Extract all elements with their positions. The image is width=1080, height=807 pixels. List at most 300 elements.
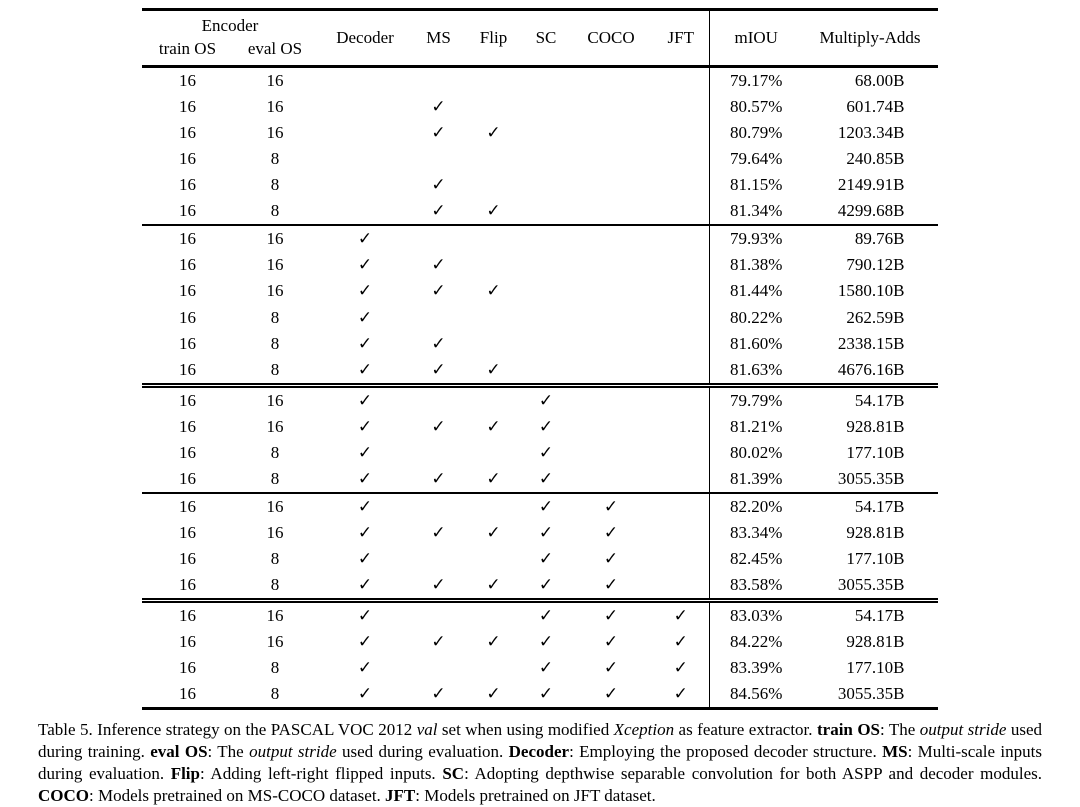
column-header-multiply-adds: Multiply-Adds — [803, 10, 938, 67]
checkmark-icon-decoder: ✓ — [357, 468, 373, 488]
column-header-decoder: Decoder — [318, 10, 413, 67]
cell-coco — [570, 120, 653, 146]
column-header-encoder: Encoder — [201, 16, 259, 35]
cell-flip — [465, 440, 523, 466]
table-row — [142, 546, 937, 572]
cell-jft — [653, 385, 710, 414]
cell-eval_os: 8 — [270, 442, 280, 462]
cell-madds: 790.12B — [846, 255, 905, 275]
cell-eval_os: 16 — [266, 416, 284, 436]
cell-jft — [653, 94, 710, 120]
header-row-top — [142, 10, 937, 37]
caption-term: train OS — [816, 720, 881, 740]
cell-coco — [570, 67, 653, 95]
cell-miou: 81.60% — [710, 331, 803, 357]
cell-train_os: 16 — [178, 684, 196, 704]
cell-madds: 177.10B — [846, 548, 905, 568]
caption-italic-text: Xception — [613, 720, 675, 740]
cell-eval_os: 8 — [270, 333, 280, 353]
table-row — [142, 440, 937, 466]
cell-flip — [465, 493, 523, 520]
column-header-coco: COCO — [570, 10, 653, 67]
table-row — [142, 601, 937, 630]
cell-eval_os: 16 — [266, 123, 284, 143]
column-header-flip: Flip — [465, 10, 523, 67]
cell-train_os: 16 — [178, 359, 196, 379]
cell-coco — [570, 440, 653, 466]
cell-madds: 240.85B — [846, 149, 905, 169]
cell-ms — [413, 546, 465, 572]
cell-sc — [523, 331, 570, 357]
cell-miou: 84.56% — [710, 681, 803, 709]
table-row — [142, 520, 937, 546]
cell-eval_os: 16 — [266, 281, 284, 301]
cell-sc — [523, 198, 570, 225]
checkmark-icon-coco: ✓ — [603, 522, 619, 542]
cell-jft — [653, 120, 710, 146]
cell-jft — [653, 146, 710, 172]
checkmark-icon-flip: ✓ — [486, 522, 501, 542]
cell-train_os: 16 — [142, 493, 232, 520]
cell-jft — [653, 172, 710, 198]
cell-train_os: 16 — [178, 307, 196, 327]
cell-miou: 79.93% — [710, 225, 803, 252]
checkmark-icon-sc: ✓ — [538, 548, 554, 568]
checkmark-icon-decoder: ✓ — [357, 307, 373, 327]
cell-ms — [413, 305, 465, 331]
cell-miou: 81.34% — [710, 198, 803, 225]
cell-flip — [465, 67, 523, 95]
cell-train_os: 16 — [178, 255, 196, 275]
cell-madds: 177.10B — [846, 658, 905, 678]
cell-madds: 54.17B — [803, 493, 938, 520]
cell-decoder — [318, 146, 413, 172]
checkmark-icon-decoder: ✓ — [318, 493, 413, 520]
cell-flip — [465, 546, 523, 572]
cell-eval_os: 8 — [270, 201, 280, 221]
cell-decoder — [318, 94, 413, 120]
caption-text: : Models pretrained on JFT dataset. — [415, 786, 656, 806]
checkmark-icon-ms: ✓ — [431, 123, 446, 143]
cell-jft — [653, 466, 710, 493]
cell-coco — [570, 198, 653, 225]
cell-ms — [413, 655, 465, 681]
checkmark-icon-ms: ✓ — [431, 281, 446, 301]
table-row — [142, 305, 937, 331]
cell-madds: 54.17B — [803, 601, 938, 630]
checkmark-icon-sc: ✓ — [538, 416, 554, 436]
caption-italic-text: output stride — [249, 742, 337, 762]
cell-eval_os: 8 — [270, 359, 280, 379]
cell-eval_os: 8 — [270, 548, 280, 568]
cell-eval_os: 16 — [232, 493, 317, 520]
cell-madds: 4299.68B — [837, 201, 905, 221]
cell-decoder — [318, 67, 413, 95]
checkmark-icon-ms: ✓ — [431, 255, 446, 275]
column-header-miou: mIOU — [710, 10, 803, 67]
checkmark-icon-flip: ✓ — [486, 684, 501, 704]
cell-train_os: 16 — [178, 71, 196, 91]
cell-madds: 177.10B — [846, 442, 905, 462]
cell-train_os: 16 — [178, 442, 196, 462]
table-row — [142, 493, 937, 520]
caption-text: set when using modified — [437, 720, 614, 740]
cell-coco — [570, 331, 653, 357]
results-table — [142, 8, 937, 710]
cell-madds: 4676.16B — [837, 359, 905, 379]
checkmark-icon-sc: ✓ — [523, 385, 570, 414]
table-row — [142, 225, 937, 252]
checkmark-icon-flip: ✓ — [486, 123, 501, 143]
cell-eval_os: 8 — [270, 307, 280, 327]
cell-sc — [523, 225, 570, 252]
checkmark-icon-sc: ✓ — [538, 632, 554, 652]
table-row — [142, 357, 937, 386]
cell-jft — [653, 414, 710, 440]
cell-eval_os: 8 — [270, 574, 280, 594]
column-header-eval-os: eval OS — [232, 36, 317, 67]
checkmark-icon-coco: ✓ — [570, 601, 653, 630]
cell-sc — [523, 120, 570, 146]
cell-miou: 79.79% — [710, 385, 803, 414]
cell-jft — [653, 520, 710, 546]
cell-train_os: 16 — [178, 522, 196, 542]
cell-madds: 3055.35B — [837, 468, 905, 488]
cell-ms — [413, 225, 465, 252]
checkmark-icon-jft: ✓ — [673, 632, 688, 652]
checkmark-icon-jft: ✓ — [673, 658, 688, 678]
column-header-train-os: train OS — [142, 36, 232, 67]
cell-flip — [465, 305, 523, 331]
checkmark-icon-sc: ✓ — [538, 574, 554, 594]
cell-jft — [653, 357, 710, 386]
caption-text: : The — [207, 742, 250, 762]
cell-eval_os: 16 — [266, 255, 284, 275]
cell-train_os: 16 — [178, 97, 196, 117]
table-row — [142, 198, 937, 225]
cell-miou: 83.34% — [710, 520, 803, 546]
checkmark-icon-flip: ✓ — [486, 632, 501, 652]
checkmark-icon-ms: ✓ — [431, 359, 446, 379]
checkmark-icon-ms: ✓ — [431, 574, 446, 594]
cell-jft — [653, 305, 710, 331]
checkmark-icon-sc: ✓ — [538, 684, 554, 704]
cell-miou: 81.63% — [710, 357, 803, 386]
cell-madds: 2338.15B — [837, 333, 905, 353]
cell-madds: 262.59B — [846, 307, 905, 327]
cell-flip — [465, 172, 523, 198]
checkmark-icon-decoder: ✓ — [357, 281, 373, 301]
table-row — [142, 120, 937, 146]
caption-italic-text: output stride — [919, 720, 1007, 740]
cell-train_os: 16 — [178, 201, 196, 221]
cell-miou: 81.15% — [710, 172, 803, 198]
cell-jft — [653, 546, 710, 572]
cell-train_os: 16 — [178, 333, 196, 353]
cell-eval_os: 8 — [270, 684, 280, 704]
caption-term: COCO — [38, 786, 89, 806]
checkmark-icon-jft: ✓ — [653, 601, 710, 630]
cell-eval_os: 8 — [270, 658, 280, 678]
checkmark-icon-flip: ✓ — [486, 468, 501, 488]
cell-madds: 928.81B — [846, 632, 905, 652]
table-row — [142, 681, 937, 709]
checkmark-icon-coco: ✓ — [570, 493, 653, 520]
checkmark-icon-flip: ✓ — [486, 359, 501, 379]
cell-train_os: 16 — [178, 468, 196, 488]
caption-text: : Employing the proposed decoder structure. — [569, 742, 883, 762]
cell-miou: 81.44% — [710, 278, 803, 304]
cell-jft — [653, 493, 710, 520]
cell-madds: 2149.91B — [837, 175, 905, 195]
cell-sc — [523, 172, 570, 198]
table-row — [142, 655, 937, 681]
checkmark-icon-ms: ✓ — [431, 201, 446, 221]
checkmark-icon-decoder: ✓ — [357, 442, 373, 462]
cell-coco — [570, 225, 653, 252]
caption-text: as feature extractor. — [674, 720, 817, 740]
cell-jft — [653, 572, 710, 601]
checkmark-icon-ms: ✓ — [431, 632, 446, 652]
cell-eval_os: 8 — [270, 175, 280, 195]
cell-jft — [653, 278, 710, 304]
cell-ms — [413, 385, 465, 414]
cell-madds: 1203.34B — [837, 123, 905, 143]
caption-term: JFT — [385, 786, 416, 806]
cell-coco — [570, 305, 653, 331]
checkmark-icon-ms: ✓ — [431, 468, 446, 488]
cell-train_os: 16 — [178, 574, 196, 594]
cell-train_os: 16 — [142, 385, 232, 414]
checkmark-icon-decoder: ✓ — [357, 548, 373, 568]
checkmark-icon-decoder: ✓ — [318, 601, 413, 630]
checkmark-icon-sc: ✓ — [538, 442, 554, 462]
cell-flip — [465, 146, 523, 172]
cell-madds: 89.76B — [803, 225, 938, 252]
table-row — [142, 385, 937, 414]
cell-jft — [653, 252, 710, 278]
cell-ms — [413, 146, 465, 172]
cell-miou: 83.39% — [710, 655, 803, 681]
cell-miou: 81.39% — [710, 466, 803, 493]
cell-sc — [523, 67, 570, 95]
table-row — [142, 278, 937, 304]
column-header-jft: JFT — [653, 10, 710, 67]
cell-coco — [570, 146, 653, 172]
column-header-sc: SC — [523, 10, 570, 67]
checkmark-icon-decoder: ✓ — [357, 658, 373, 678]
table-row — [142, 146, 937, 172]
cell-train_os: 16 — [178, 416, 196, 436]
caption-term: SC — [442, 764, 465, 784]
cell-miou: 82.45% — [710, 546, 803, 572]
cell-train_os: 16 — [142, 601, 232, 630]
cell-flip — [465, 655, 523, 681]
checkmark-icon-sc: ✓ — [538, 658, 554, 678]
cell-jft — [653, 440, 710, 466]
cell-miou: 84.22% — [710, 629, 803, 655]
checkmark-icon-flip: ✓ — [486, 416, 501, 436]
checkmark-icon-jft: ✓ — [673, 684, 688, 704]
caption-text: : Models pretrained on MS-COCO dataset. — [89, 786, 386, 806]
checkmark-icon-ms: ✓ — [431, 522, 446, 542]
results-table-body — [142, 67, 937, 709]
cell-jft — [653, 67, 710, 95]
table-row — [142, 94, 937, 120]
cell-train_os: 16 — [178, 149, 196, 169]
checkmark-icon-ms: ✓ — [431, 416, 446, 436]
cell-ms — [413, 493, 465, 520]
table-row — [142, 67, 937, 95]
cell-flip — [465, 225, 523, 252]
checkmark-icon-ms: ✓ — [431, 97, 446, 117]
caption-text: : The — [880, 720, 920, 740]
caption-text: used during training. — [38, 720, 1043, 762]
cell-flip — [465, 385, 523, 414]
table-row — [142, 331, 937, 357]
cell-train_os: 16 — [178, 658, 196, 678]
cell-miou: 80.22% — [710, 305, 803, 331]
cell-train_os: 16 — [178, 175, 196, 195]
cell-eval_os: 8 — [270, 149, 280, 169]
checkmark-icon-sc: ✓ — [523, 493, 570, 520]
table-row — [142, 629, 937, 655]
caption-text: Table 5. Inference strategy on the PASCAL VOC 2012 — [38, 720, 417, 740]
table-caption — [38, 719, 1042, 807]
cell-miou: 83.03% — [710, 601, 803, 630]
table-row — [142, 466, 937, 493]
cell-miou: 79.64% — [710, 146, 803, 172]
cell-sc — [523, 357, 570, 386]
checkmark-icon-decoder: ✓ — [357, 522, 373, 542]
checkmark-icon-flip: ✓ — [486, 281, 501, 301]
cell-ms — [413, 440, 465, 466]
cell-jft — [653, 225, 710, 252]
cell-eval_os: 16 — [266, 632, 284, 652]
checkmark-icon-decoder: ✓ — [357, 574, 373, 594]
cell-sc — [523, 94, 570, 120]
cell-eval_os: 16 — [266, 97, 284, 117]
cell-madds: 3055.35B — [837, 574, 905, 594]
checkmark-icon-flip: ✓ — [486, 574, 501, 594]
cell-eval_os: 16 — [266, 71, 284, 91]
checkmark-icon-decoder: ✓ — [357, 416, 373, 436]
caption-term: Decoder — [508, 742, 570, 762]
caption-term: Flip — [170, 764, 200, 784]
checkmark-icon-decoder: ✓ — [357, 255, 373, 275]
cell-jft — [653, 198, 710, 225]
checkmark-icon-ms: ✓ — [431, 684, 446, 704]
checkmark-icon-decoder: ✓ — [318, 385, 413, 414]
cell-sc — [523, 252, 570, 278]
cell-madds: 928.81B — [846, 522, 905, 542]
checkmark-icon-decoder: ✓ — [357, 359, 373, 379]
cell-coco — [570, 414, 653, 440]
cell-flip — [465, 331, 523, 357]
cell-miou: 81.21% — [710, 414, 803, 440]
cell-miou: 80.79% — [710, 120, 803, 146]
cell-madds: 1580.10B — [837, 281, 905, 301]
checkmark-icon-decoder: ✓ — [357, 684, 373, 704]
caption-text: : Multi-scale inputs during evaluation. — [38, 742, 1042, 784]
cell-decoder — [318, 198, 413, 225]
caption-italic-text: val — [416, 720, 438, 740]
cell-madds: 928.81B — [846, 416, 905, 436]
cell-eval_os: 16 — [232, 601, 317, 630]
checkmark-icon-coco: ✓ — [603, 684, 619, 704]
caption-text: used during evaluation. — [336, 742, 509, 762]
checkmark-icon-decoder: ✓ — [357, 333, 373, 353]
cell-sc — [523, 278, 570, 304]
cell-ms — [413, 67, 465, 95]
checkmark-icon-sc: ✓ — [523, 601, 570, 630]
cell-flip — [465, 94, 523, 120]
table-row — [142, 572, 937, 601]
cell-eval_os: 16 — [232, 385, 317, 414]
cell-madds: 68.00B — [854, 71, 905, 91]
column-header-ms: MS — [413, 10, 465, 67]
cell-coco — [570, 94, 653, 120]
checkmark-icon-sc: ✓ — [538, 522, 554, 542]
cell-miou: 79.17% — [710, 67, 803, 95]
cell-train_os: 16 — [178, 281, 196, 301]
cell-sc — [523, 305, 570, 331]
cell-madds: 3055.35B — [837, 684, 905, 704]
cell-coco — [570, 172, 653, 198]
table-row — [142, 414, 937, 440]
cell-jft — [653, 331, 710, 357]
cell-train_os: 16 — [142, 225, 232, 252]
cell-miou: 81.38% — [710, 252, 803, 278]
cell-coco — [570, 278, 653, 304]
cell-eval_os: 8 — [270, 468, 280, 488]
caption-term: eval OS — [150, 742, 208, 762]
table-header — [142, 10, 937, 67]
cell-flip — [465, 252, 523, 278]
cell-miou: 82.20% — [710, 493, 803, 520]
cell-eval_os: 16 — [232, 225, 317, 252]
cell-eval_os: 16 — [266, 522, 284, 542]
caption-term: MS — [882, 742, 908, 762]
checkmark-icon-ms: ✓ — [431, 175, 446, 195]
cell-decoder — [318, 172, 413, 198]
cell-miou: 83.58% — [710, 572, 803, 601]
cell-flip — [465, 601, 523, 630]
cell-decoder — [318, 120, 413, 146]
cell-train_os: 16 — [178, 123, 196, 143]
cell-train_os: 16 — [178, 632, 196, 652]
cell-ms — [413, 601, 465, 630]
cell-coco — [570, 357, 653, 386]
cell-coco — [570, 466, 653, 493]
table-row — [142, 252, 937, 278]
checkmark-icon-coco: ✓ — [603, 658, 619, 678]
checkmark-icon-decoder: ✓ — [357, 632, 373, 652]
cell-madds: 601.74B — [846, 97, 905, 117]
cell-miou: 80.02% — [710, 440, 803, 466]
caption-text: : Adding left-right flipped inputs. — [200, 764, 443, 784]
table-row — [142, 172, 937, 198]
checkmark-icon-ms: ✓ — [431, 333, 446, 353]
caption-text: : Adopting depthwise separable convolution for both ASPP and decoder modules. — [464, 764, 1043, 784]
checkmark-icon-coco: ✓ — [603, 632, 619, 652]
cell-train_os: 16 — [178, 548, 196, 568]
checkmark-icon-flip: ✓ — [486, 201, 501, 221]
checkmark-icon-coco: ✓ — [603, 548, 619, 568]
checkmark-icon-coco: ✓ — [603, 574, 619, 594]
cell-madds: 54.17B — [803, 385, 938, 414]
checkmark-icon-decoder: ✓ — [318, 225, 413, 252]
